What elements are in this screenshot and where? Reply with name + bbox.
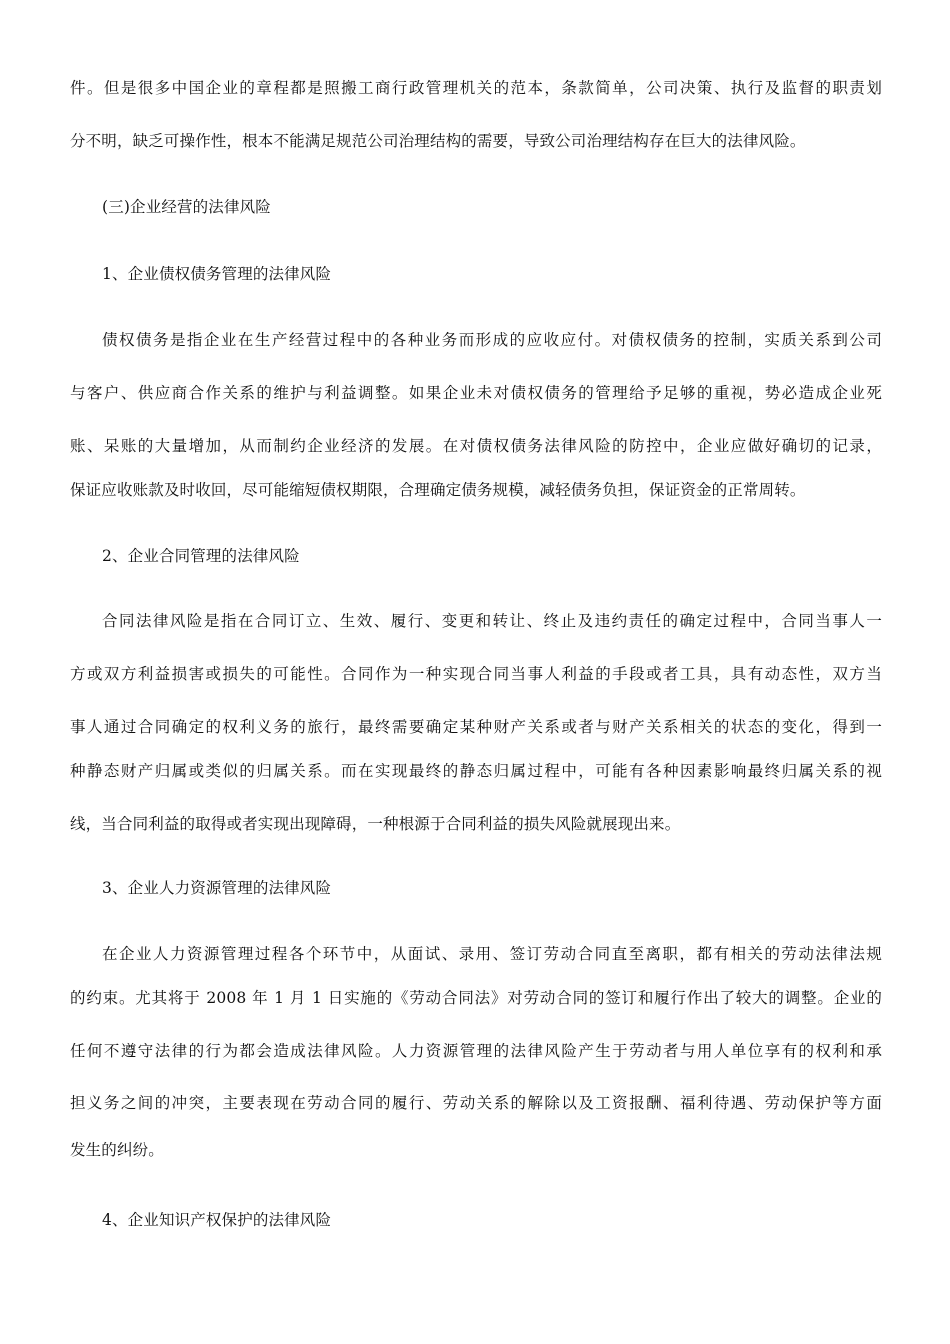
- paragraph-line: 发生的纠纷。: [70, 1141, 164, 1159]
- paragraph-line: 件。但是很多中国企业的章程都是照搬工商行政管理机关的范本，条款简单，公司决策、执行及监督的职责划: [70, 79, 882, 97]
- subsection-heading: 4、企业知识产权保护的法律风险: [102, 1211, 332, 1229]
- paragraph-line: 的约束。尤其将于 2008 年 1 月 1 日实施的《劳动合同法》对劳动合同的签订和履行作出了较大的调整。企业的: [70, 989, 882, 1007]
- paragraph-line: 方或双方利益损害或损失的可能性。合同作为一种实现合同当事人利益的手段或者工具，具有动态性，双方当: [70, 665, 882, 683]
- paragraph-line: 保证应收账款及时收回，尽可能缩短债权期限，合理确定债务规模，减轻债务负担，保证资金的正常周转。: [70, 481, 806, 499]
- subsection-heading: 1、企业债权债务管理的法律风险: [102, 265, 332, 283]
- paragraph-line: 线，当合同利益的取得或者实现出现障碍，一种根源于合同利益的损失风险就展现出来。: [70, 815, 681, 833]
- paragraph-line: 任何不遵守法律的行为都会造成法律风险。人力资源管理的法律风险产生于劳动者与用人单位享有的权利和承: [70, 1042, 882, 1060]
- subsection-heading: 3、企业人力资源管理的法律风险: [102, 879, 332, 897]
- paragraph-line: 账、呆账的大量增加，从而制约企业经济的发展。在对债权债务法律风险的防控中，企业应做好确切的记录，: [70, 437, 882, 455]
- paragraph-line: 在企业人力资源管理过程各个环节中，从面试、录用、签订劳动合同直至离职，都有相关的劳动法律法规: [102, 945, 882, 963]
- paragraph-line: 担义务之间的冲突，主要表现在劳动合同的履行、劳动关系的解除以及工资报酬、福利待遇、劳动保护等方面: [70, 1094, 882, 1112]
- paragraph-line: 种静态财产归属或类似的归属关系。而在实现最终的静态归属过程中，可能有各种因素影响最终归属关系的视: [70, 762, 882, 780]
- paragraph-line: 分不明，缺乏可操作性，根本不能满足规范公司治理结构的需要，导致公司治理结构存在巨大的法律风险。: [70, 132, 806, 150]
- paragraph-line: 事人通过合同确定的权利义务的旅行，最终需要确定某种财产关系或者与财产关系相关的状态的变化，得到一: [70, 718, 882, 736]
- subsection-heading: 2、企业合同管理的法律风险: [102, 547, 300, 565]
- paragraph-line: 债权债务是指企业在生产经营过程中的各种业务而形成的应收应付。对债权债务的控制，实质关系到公司: [102, 331, 882, 349]
- paragraph-line: 合同法律风险是指在合同订立、生效、履行、变更和转让、终止及违约责任的确定过程中，合同当事人一: [102, 612, 882, 630]
- paragraph-line: 与客户、供应商合作关系的维护与利益调整。如果企业未对债权债务的管理给予足够的重视，势必造成企业死: [70, 384, 882, 402]
- section-heading: (三)企业经营的法律风险: [102, 198, 271, 216]
